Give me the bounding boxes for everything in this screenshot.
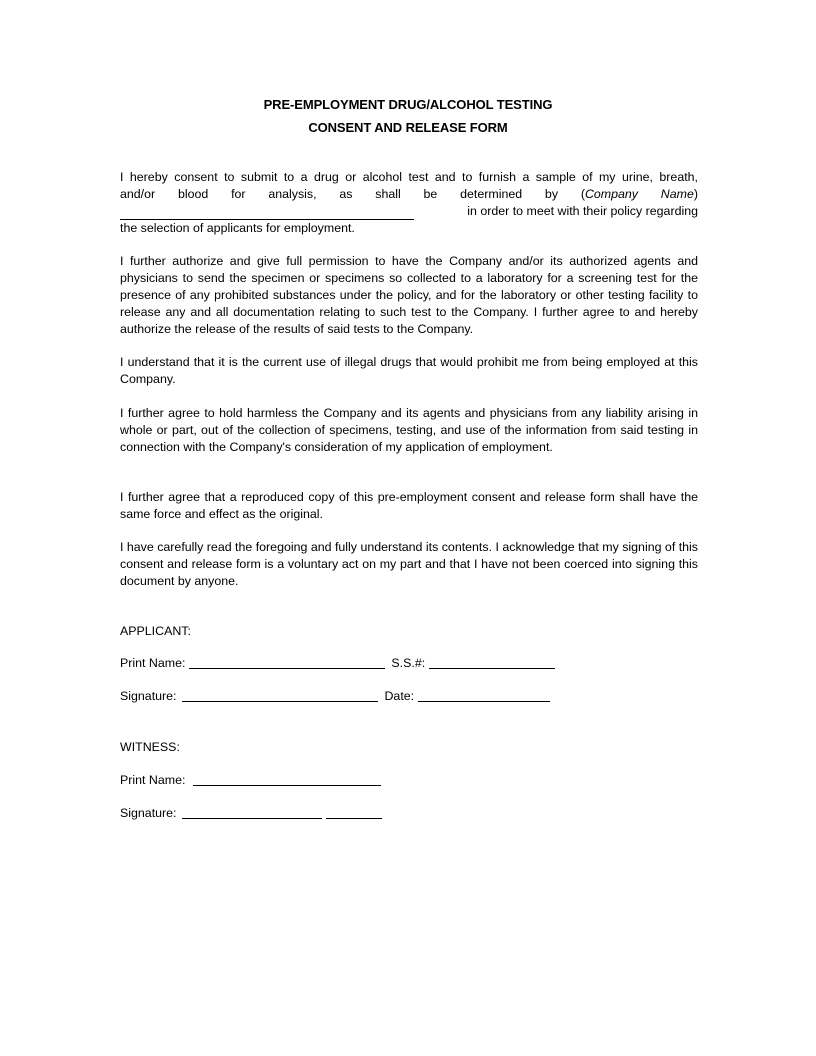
copy-paragraph	[120, 489, 698, 523]
p1-line-2	[120, 186, 698, 203]
witness-date-field[interactable]	[326, 806, 382, 819]
applicant-print-name-label: Print Name:	[120, 656, 186, 670]
applicant-signature-label: Signature:	[120, 689, 177, 703]
applicant-signature-field[interactable]	[182, 689, 378, 702]
harmless-paragraph	[120, 405, 698, 456]
p2-text: I further authorize and give full permission to have the Company and/or its authorized agents and physicians to send the specimen or specimens so collected to a laboratory for a screening test for the presence of any prohibited substances under the policy, and for the laboratory or other testing facility to release any and all documentation relating to such test to the Company. I further agree to and hereby authorize the release of the results of said tests to the Company.	[120, 254, 698, 336]
witness-signature-row	[120, 806, 382, 820]
witness-signature-label: Signature:	[120, 806, 177, 820]
form-title-line-2: CONSENT AND RELEASE FORM	[308, 120, 508, 135]
p6-text: I have carefully read the foregoing and fully understand its contents. I acknowledge that my signing of this consent and release form is a voluntary act on my part and that I have not been coerced into signing this document by anyone.	[120, 540, 698, 588]
witness-print-name-label: Print Name:	[120, 773, 186, 787]
form-title-line-1: PRE-EMPLOYMENT DRUG/ALCOHOL TESTING	[263, 97, 553, 112]
p1-line-3	[120, 203, 698, 220]
witness-heading: WITNESS:	[120, 740, 180, 754]
date-field[interactable]	[418, 689, 550, 702]
applicant-heading: APPLICANT:	[120, 624, 191, 638]
p4-text: I further agree to hold harmless the Company and its agents and physicians from any liability arising in whole or part, out of the collection of specimens, testing, and use of the information from said testing in connection with the Company's consideration of my application of employment.	[120, 406, 698, 454]
p1-line-2-close: )	[693, 187, 699, 201]
ss-field[interactable]	[429, 656, 555, 669]
p1-line-4: the selection of applicants for employment.	[120, 221, 355, 235]
applicant-signature-row	[120, 689, 550, 703]
company-name-placeholder: Company Name	[584, 187, 694, 201]
p1-line-2-text: and/or blood for analysis, as shall be determined by (	[120, 187, 585, 201]
p1-line-1: I hereby consent to submit to a drug or alcohol test and to furnish a sample of my urine, breath,	[120, 170, 698, 184]
consent-paragraph	[120, 169, 698, 237]
witness-signature-field[interactable]	[182, 806, 322, 819]
p1-line-3-text: in order to meet with their policy regarding	[467, 204, 698, 218]
authorization-paragraph	[120, 253, 698, 338]
p3-text: I understand that it is the current use of illegal drugs that would prohibit me from being employed at this Company.	[120, 355, 698, 386]
witness-print-name-row	[120, 773, 381, 787]
company-name-blank[interactable]	[120, 207, 414, 220]
witness-print-name-field[interactable]	[193, 773, 381, 786]
acknowledgement-paragraph	[120, 539, 698, 590]
applicant-print-name-row	[120, 656, 555, 670]
p5-text: I further agree that a reproduced copy of this pre-employment consent and release form shall have the same force and effect as the original.	[120, 490, 698, 521]
ss-label: S.S.#:	[391, 656, 426, 670]
date-label: Date:	[384, 689, 415, 703]
understanding-paragraph	[120, 354, 698, 388]
applicant-print-name-field[interactable]	[189, 656, 385, 669]
